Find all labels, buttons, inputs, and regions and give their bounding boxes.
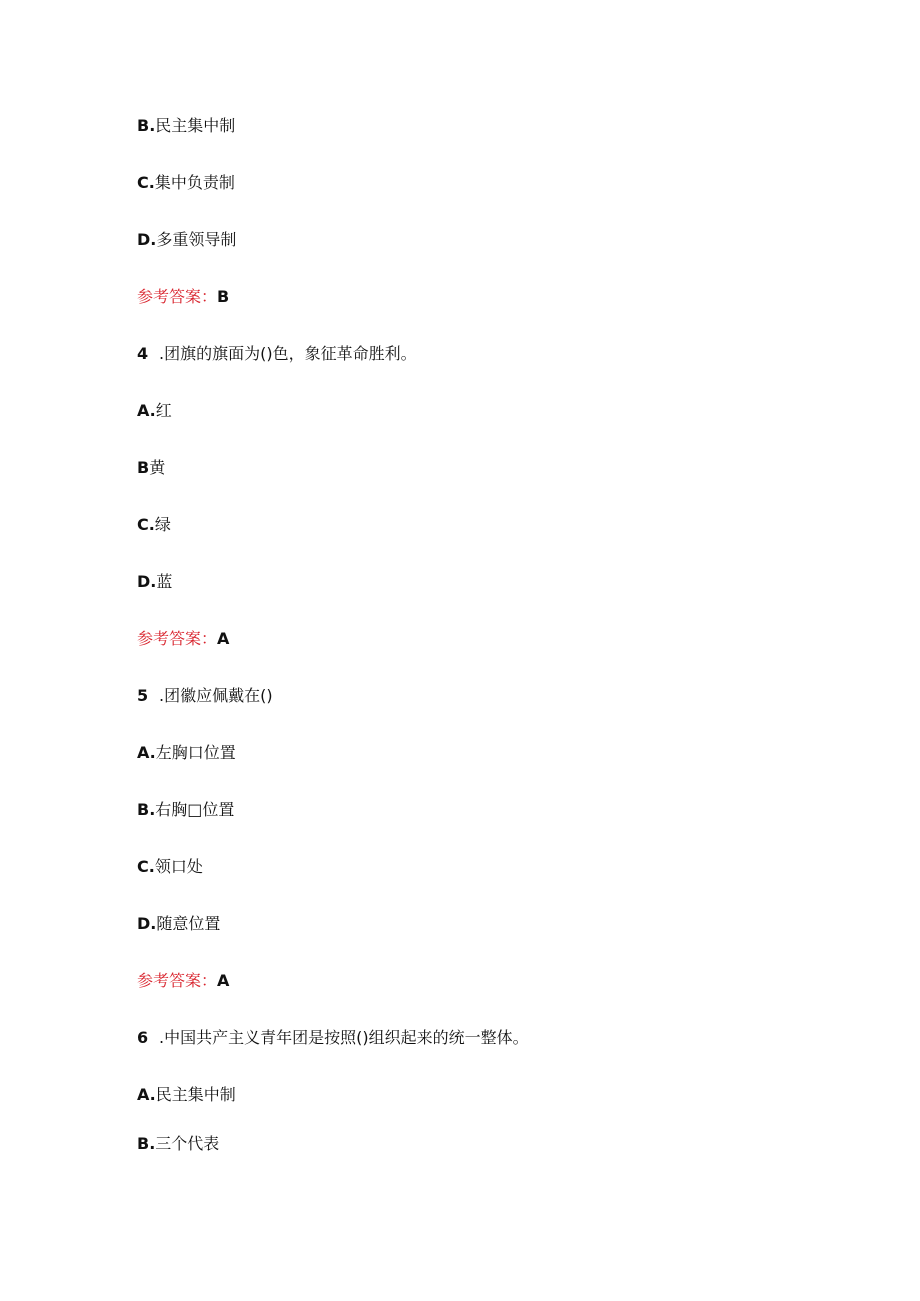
option-c xyxy=(137,857,203,877)
option-b xyxy=(137,116,235,136)
reference-answer xyxy=(137,971,229,991)
option-text: 集中负责制 xyxy=(154,173,235,192)
option-text: 绿 xyxy=(154,515,171,534)
option-text: 黄 xyxy=(149,458,166,477)
question-text: .团旗的旗面为()色，象征革命胜利。 xyxy=(159,344,417,363)
option-d xyxy=(137,914,220,934)
option-letter: A. xyxy=(137,743,156,762)
option-text: 领口处 xyxy=(154,857,203,876)
option-text: 多重领导制 xyxy=(156,230,237,249)
option-text: 民主集中制 xyxy=(155,1085,236,1104)
question-text: .中国共产主义青年团是按照()组织起来的统一整体。 xyxy=(159,1028,529,1047)
option-letter: C. xyxy=(137,857,155,876)
option-letter: B xyxy=(137,458,150,477)
option-a xyxy=(137,743,236,763)
option-text: 三个代表 xyxy=(155,1134,220,1153)
answer-label: 参考答案： xyxy=(137,971,218,990)
option-letter: C. xyxy=(137,173,155,192)
answer-label: 参考答案： xyxy=(137,287,218,306)
question-5 xyxy=(137,686,273,706)
option-text: 右胸□位置 xyxy=(155,800,235,819)
option-b xyxy=(137,800,234,820)
option-text: 随意位置 xyxy=(156,914,221,933)
question-number: 4 xyxy=(137,344,149,363)
answer-label: 参考答案： xyxy=(137,629,218,648)
option-b xyxy=(137,458,165,478)
option-letter: C. xyxy=(137,515,155,534)
question-6 xyxy=(137,1028,529,1048)
question-number: 6 xyxy=(137,1028,149,1047)
question-4 xyxy=(137,344,417,364)
option-text: 红 xyxy=(155,401,172,420)
option-letter: A. xyxy=(137,1085,156,1104)
option-letter: D. xyxy=(137,572,157,591)
option-d xyxy=(137,572,172,592)
answer-value: A xyxy=(217,971,230,990)
reference-answer xyxy=(137,629,229,649)
option-letter: D. xyxy=(137,230,157,249)
option-letter: D. xyxy=(137,914,157,933)
option-letter: B. xyxy=(137,800,156,819)
option-a xyxy=(137,1085,236,1105)
answer-value: B xyxy=(217,287,230,306)
answer-value: A xyxy=(217,629,230,648)
option-d xyxy=(137,230,236,250)
option-c xyxy=(137,515,171,535)
option-a xyxy=(137,401,172,421)
option-text: 蓝 xyxy=(156,572,173,591)
question-text: .团徽应佩戴在() xyxy=(159,686,273,705)
option-text: 左胸口位置 xyxy=(155,743,236,762)
option-letter: B. xyxy=(137,116,156,135)
option-b xyxy=(137,1134,219,1154)
reference-answer xyxy=(137,287,229,307)
option-text: 民主集中制 xyxy=(155,116,236,135)
option-c xyxy=(137,173,235,193)
option-letter: B. xyxy=(137,1134,156,1153)
option-letter: A. xyxy=(137,401,156,420)
question-number: 5 xyxy=(137,686,149,705)
